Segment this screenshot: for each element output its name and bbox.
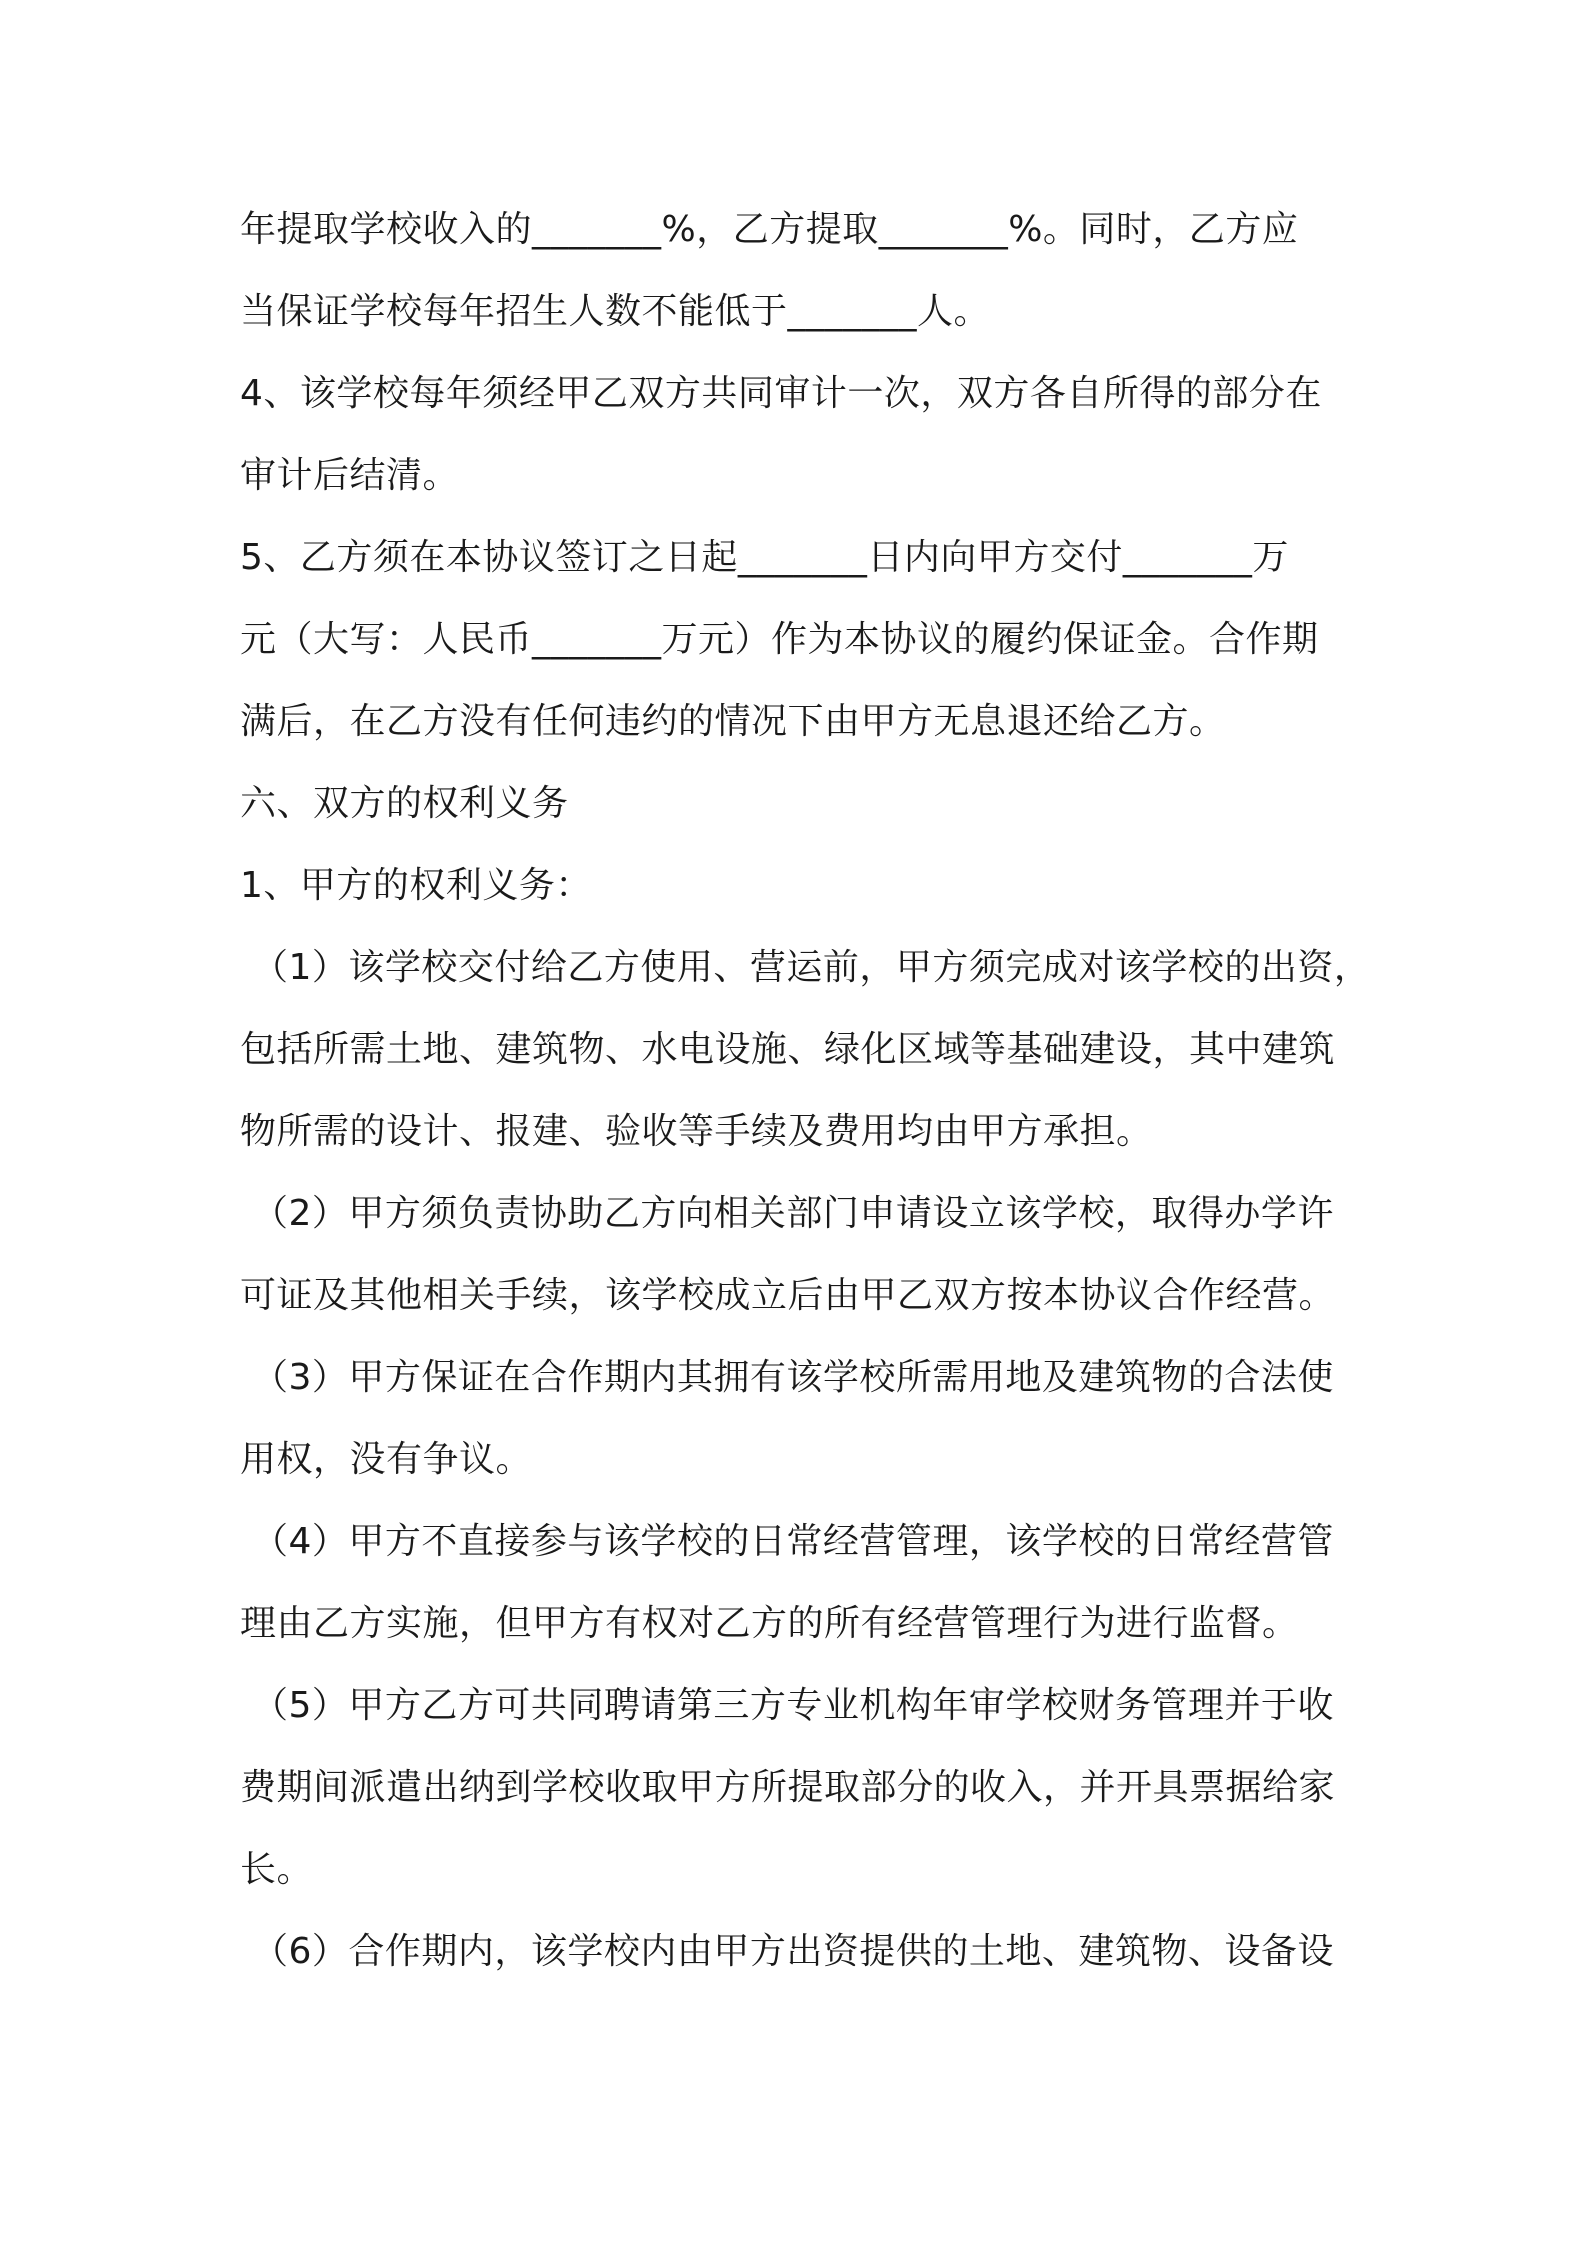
section-heading: 六、双方的权利义务 — [240, 783, 569, 824]
text-line: （3）甲方保证在合作期内其拥有该学校所需用地及建筑物的合法使 — [252, 1357, 1334, 1398]
text-line: 长。 — [240, 1849, 314, 1890]
text-line: 可证及其他相关手续，该学校成立后由甲乙双方按本协议合作经营。 — [240, 1275, 1336, 1316]
text-line: （5）甲方乙方可共同聘请第三方专业机构年审学校财务管理并于收 — [252, 1685, 1334, 1726]
text-line: （6）合作期内，该学校内由甲方出资提供的土地、建筑物、设备设 — [252, 1931, 1334, 1972]
text-line: 4、该学校每年须经甲乙双方共同审计一次，双方各自所得的部分在 — [240, 373, 1322, 414]
text-line: （1）该学校交付给乙方使用、营运前，甲方须完成对该学校的出资， — [252, 947, 1371, 988]
text-line: 用权，没有争议。 — [240, 1439, 533, 1480]
text-line: （4）甲方不直接参与该学校的日常经营管理，该学校的日常经营管 — [252, 1521, 1334, 1562]
text-line: 元（大写：人民币_______万元）作为本协议的履约保证金。合作期 — [240, 619, 1319, 660]
text-line: 满后，在乙方没有任何违约的情况下由甲方无息退还给乙方。 — [240, 701, 1226, 742]
text-line: 审计后结清。 — [240, 455, 460, 496]
text-line: 物所需的设计、报建、验收等手续及费用均由甲方承担。 — [240, 1111, 1153, 1152]
text-line: 年提取学校收入的_______%，乙方提取_______%。同时，乙方应 — [240, 209, 1299, 250]
text-line: （2）甲方须负责协助乙方向相关部门申请设立该学校，取得办学许 — [252, 1193, 1334, 1234]
text-line: 包括所需土地、建筑物、水电设施、绿化区域等基础建设，其中建筑 — [240, 1029, 1336, 1070]
text-line: 5、乙方须在本协议签订之日起_______日内向甲方交付_______万 — [240, 537, 1289, 578]
text-line: 当保证学校每年招生人数不能低于_______人。 — [240, 291, 991, 332]
text-line: 理由乙方实施，但甲方有权对乙方的所有经营管理行为进行监督。 — [240, 1603, 1299, 1644]
subsection-heading: 1、甲方的权利义务： — [240, 865, 592, 906]
text-line: 费期间派遣出纳到学校收取甲方所提取部分的收入，并开具票据给家 — [240, 1767, 1336, 1808]
